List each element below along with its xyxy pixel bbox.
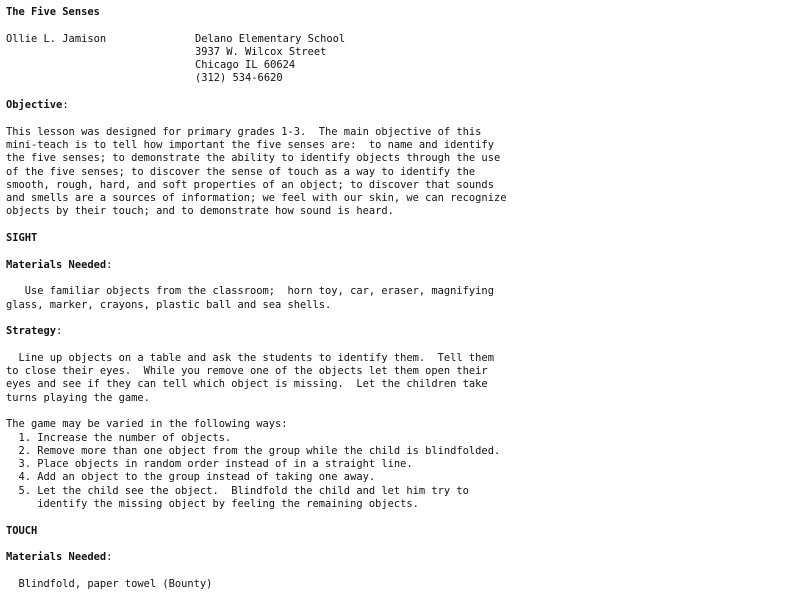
variation-item: 4. Add an object to the group instead of taking one away. [6, 471, 376, 484]
spacer [6, 405, 796, 418]
sight-strategy-line: eyes and see if they can tell which object is missing. Let the children take [6, 378, 488, 391]
objective-line: This lesson was designed for primary grades 1-3. The main objective of this [6, 125, 482, 138]
spacer [6, 245, 796, 258]
sight-materials-heading-line [6, 259, 796, 272]
page-title: The Five Senses [6, 6, 100, 18]
objective-line: smooth, rough, hard, and soft properties of an object; to discover that sounds [6, 178, 494, 191]
sight-strategy-line: turns playing the game. [6, 391, 150, 404]
objective-line: the five senses; to demonstrate the ability to identify objects through the use [6, 152, 501, 165]
spacer [6, 272, 796, 285]
objective-heading-line [6, 99, 796, 112]
school-name: Delano Elementary School [195, 32, 346, 45]
spacer [6, 19, 796, 32]
sight-strategy-line: Line up objects on a table and ask the students to identify them. Tell them [6, 351, 494, 364]
spacer [6, 511, 796, 524]
school-phone: (312) 534-6620 [195, 72, 283, 85]
school-street: 3937 W. Wilcox Street [195, 45, 327, 58]
variation-item: 5. Let the child see the object. Blindfold the child and let him try to [6, 484, 469, 497]
spacer [6, 538, 796, 551]
sight-heading: SIGHT [6, 232, 38, 245]
variation-item: identify the missing object by feeling the remaining objects. [6, 497, 419, 510]
spacer [6, 219, 796, 232]
sight-materials-line: glass, marker, crayons, plastic ball and sea shells. [6, 298, 332, 311]
document [6, 6, 796, 591]
sight-strategy-heading: Strategy [6, 325, 57, 338]
spacer [6, 564, 796, 577]
sight-strategy-colon: : [56, 325, 63, 338]
touch-materials-heading-line [6, 551, 796, 564]
sight-materials-line: Use familiar objects from the classroom; horn toy, car, eraser, magnifying [6, 285, 494, 298]
sight-materials-colon: : [106, 258, 113, 271]
objective-line: objects by their touch; and to demonstrate how sound is heard. [6, 205, 394, 218]
touch-materials-heading: Materials Needed [6, 551, 107, 564]
spacer [6, 312, 796, 325]
touch-heading: TOUCH [6, 524, 38, 537]
header-row [6, 33, 796, 46]
school-city: Chicago IL 60624 [195, 59, 296, 72]
sight-strategy-heading-line [6, 325, 796, 338]
touch-materials-colon: : [106, 551, 113, 564]
sight-materials-heading: Materials Needed [6, 258, 107, 271]
objective-line: and smells are a sources of information; we feel with our skin, we can recognize [6, 192, 507, 205]
variation-item: 2. Remove more than one object from the group while the child is blindfolded. [6, 444, 501, 457]
objective-heading: Objective [6, 99, 63, 112]
spacer [6, 338, 796, 351]
spacer [6, 112, 796, 125]
spacer [6, 86, 796, 99]
objective-line: mini-teach is to tell how important the five senses are: to name and identify [6, 138, 494, 151]
author-name: Ollie L. Jamison [6, 32, 107, 45]
variation-item: 3. Place objects in random order instead of in a straight line. [6, 458, 413, 471]
variation-item: 1. Increase the number of objects. [6, 431, 232, 444]
variations-intro: The game may be varied in the following ways: [6, 418, 288, 431]
objective-line: of the five senses; to discover the sense of touch as a way to identify the [6, 165, 476, 178]
touch-materials-line: Blindfold, paper towel (Bounty) [6, 577, 213, 590]
objective-colon: : [62, 99, 69, 112]
sight-strategy-line: to close their eyes. While you remove one of the objects let them open their [6, 365, 488, 378]
